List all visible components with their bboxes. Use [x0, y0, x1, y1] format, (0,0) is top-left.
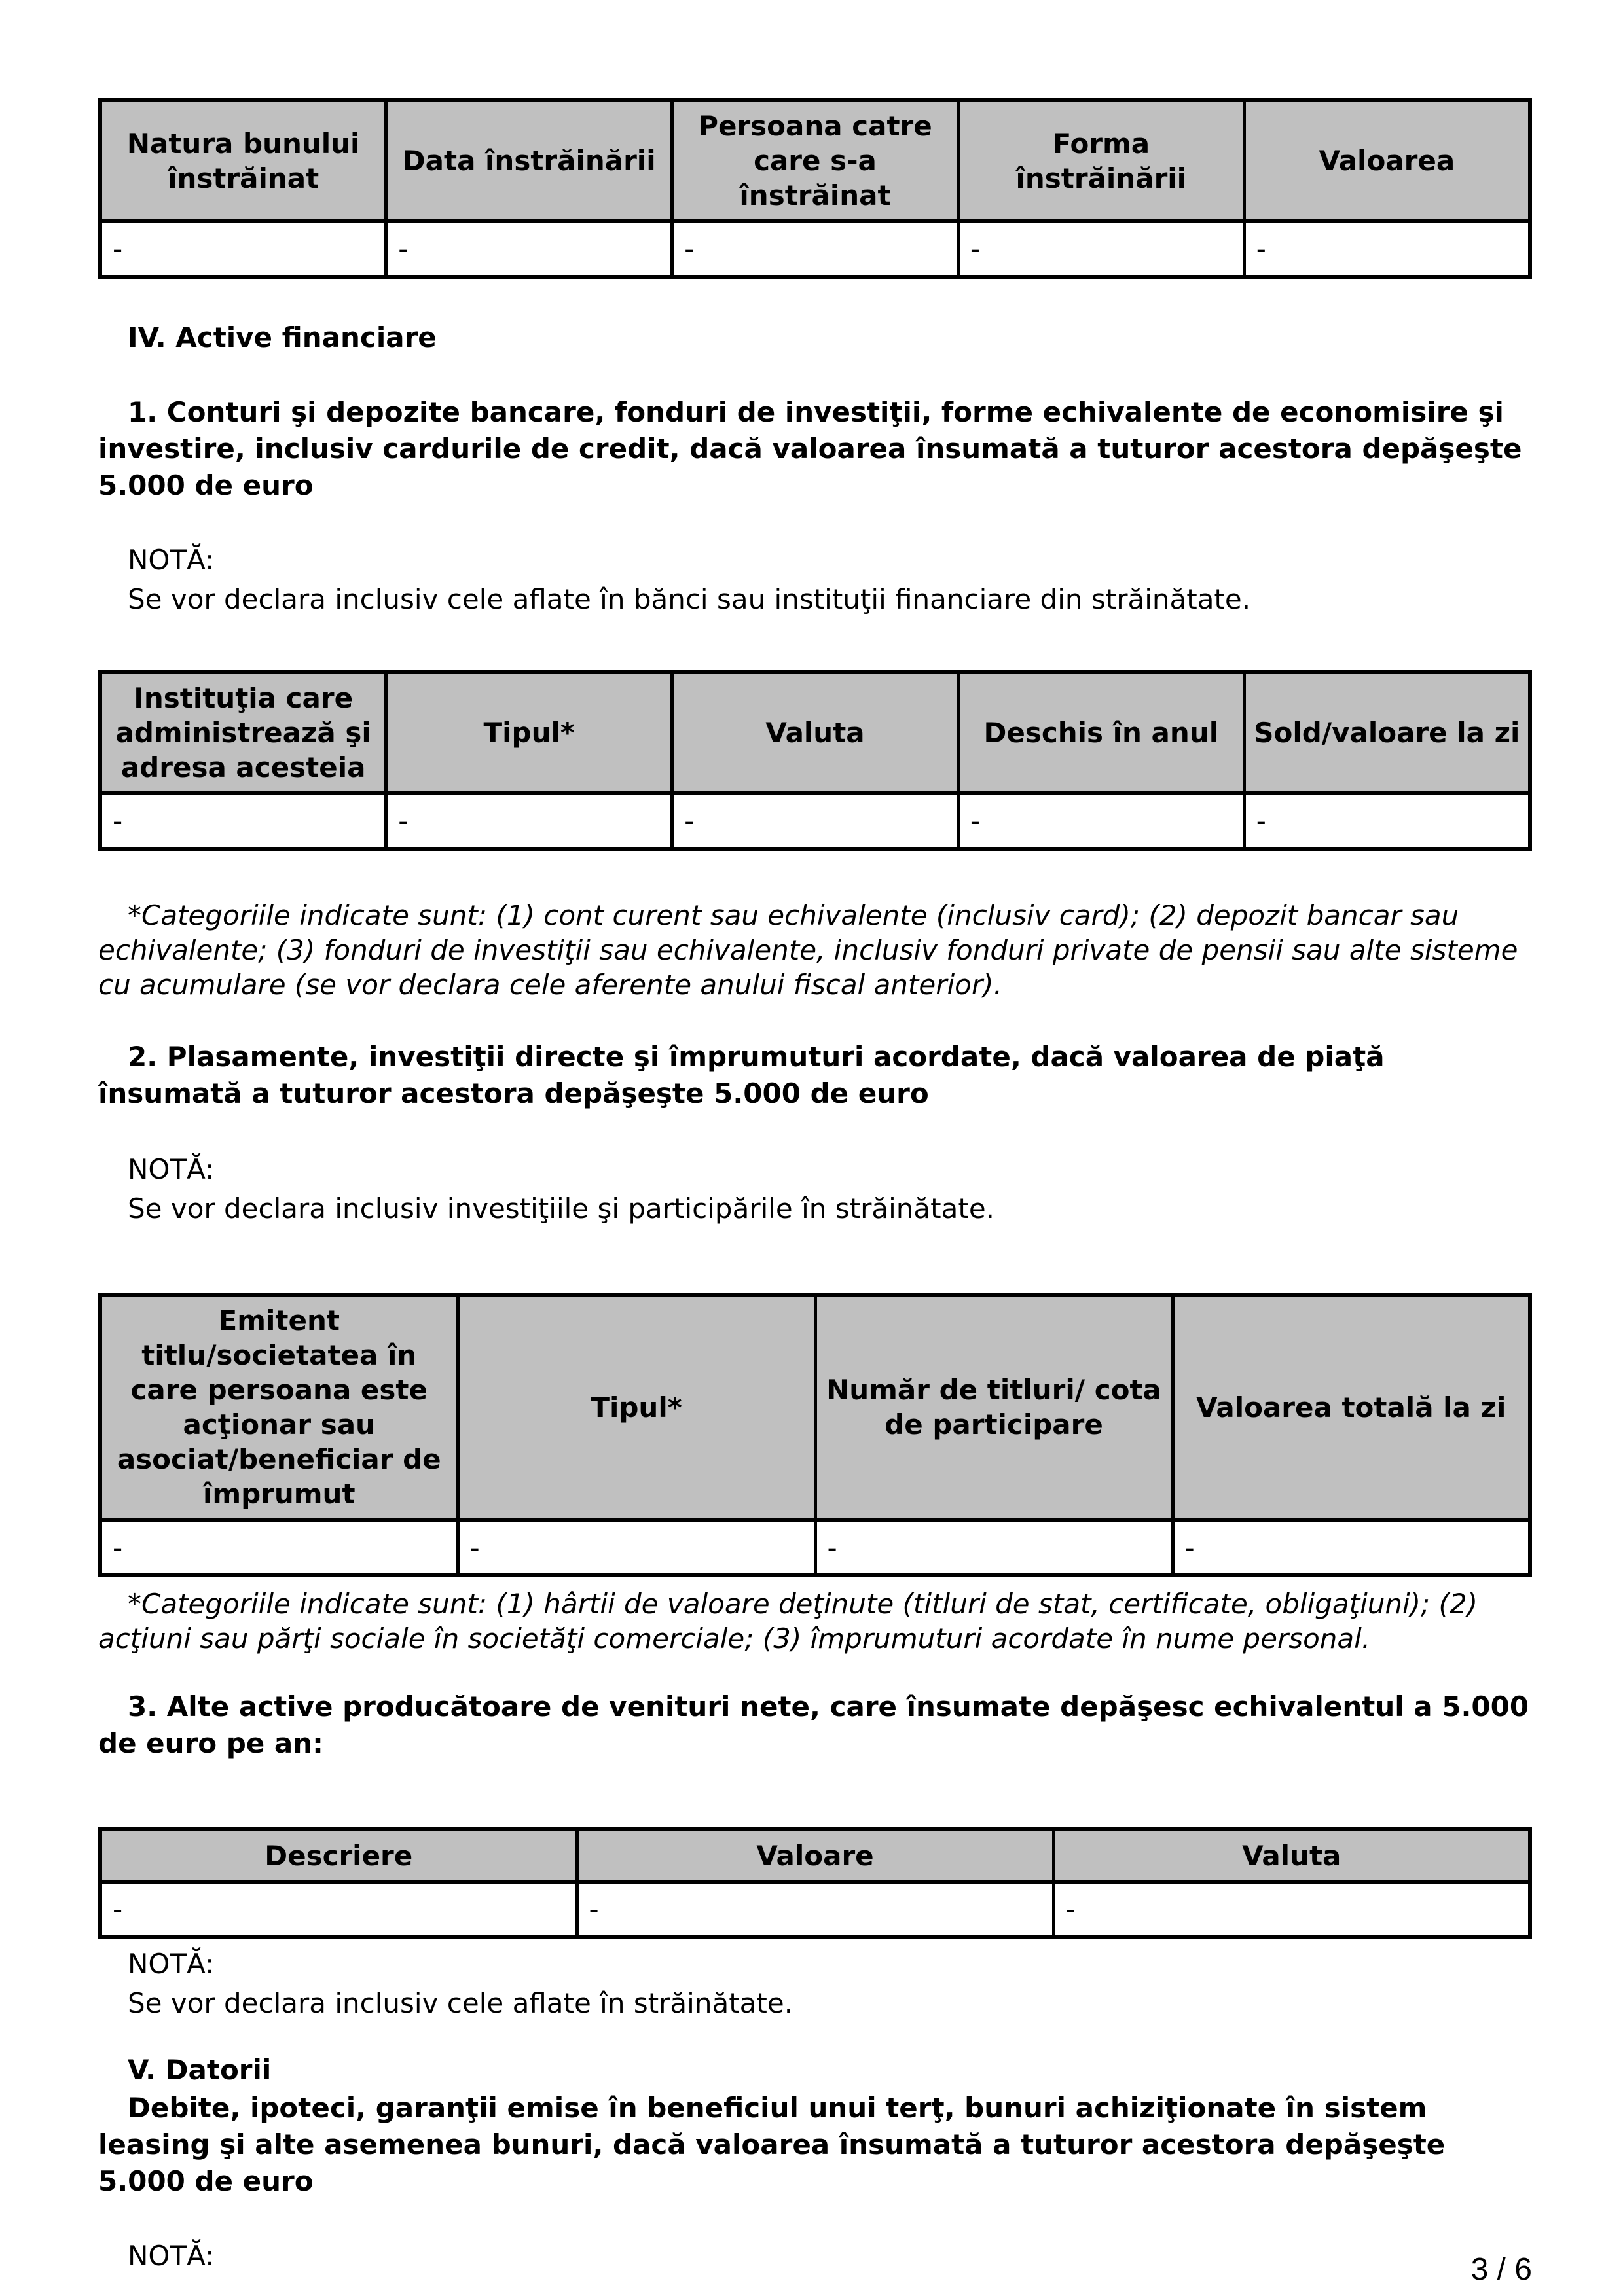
table-row — [100, 1520, 1530, 1575]
footnote: *Categoriile indicate sunt: (1) cont curent sau echivalente (inclusiv card); (2) depozit bancar sau echivalente; (3) fonduri de investiţii sau echivalente, inclusiv fonduri private de pensii sau alte sisteme cu acumulare (se vor declara cele aferente anului fiscal anterior). — [98, 899, 1518, 1001]
note-label: NOTĂ: — [128, 1153, 215, 1185]
column-header: Emitent titlu/societatea în care persoana este acţionar sau asociat/beneficiar de împrumut — [100, 1295, 458, 1520]
table-cell: - — [958, 221, 1244, 277]
column-header: Data înstrăinării — [386, 100, 672, 221]
item-heading: 2. Plasamente, investiţii directe şi împrumuturi acordate, dacă valoarea de piaţă însumată a tuturor acestora depăşeşte 5.000 de euro — [98, 1041, 1385, 1109]
table-row — [100, 221, 1530, 277]
column-header: Natura bunului înstrăinat — [100, 100, 386, 221]
table-cell: - — [100, 793, 386, 849]
note-label: NOTĂ: — [128, 2240, 215, 2272]
alienated-goods-table — [98, 98, 1532, 279]
note-text: Se vor declara inclusiv cele aflate în străinătate. — [128, 1987, 793, 2019]
column-header: Valoare — [577, 1829, 1053, 1882]
item-heading: 3. Alte active producătoare de venituri nete, care însumate depăşesc echivalentul a 5.000 de euro pe an: — [98, 1691, 1529, 1759]
item-heading: Debite, ipoteci, garanţii emise în beneficiul unui terţ, bunuri achiziţionate în sistem leasing şi alte asemenea bunuri, dacă valoarea însumată a tuturor acestora depăşeşte 5.000 de euro — [98, 2092, 1446, 2197]
table-row — [100, 1882, 1530, 1937]
note-label: NOTĂ: — [128, 1948, 215, 1980]
table-row — [100, 793, 1530, 849]
table-header-row — [100, 1295, 1530, 1520]
column-header: Forma înstrăinării — [958, 100, 1244, 221]
investments-table — [98, 1293, 1532, 1577]
column-header: Valuta — [672, 672, 958, 793]
table-cell: - — [672, 793, 958, 849]
table-cell: - — [1244, 793, 1530, 849]
section-title: IV. Active financiare — [128, 321, 437, 353]
note-text: Se vor declara inclusiv cele aflate în bănci sau instituţii financiare din străinătate. — [128, 583, 1251, 615]
table-cell: - — [386, 793, 672, 849]
item-heading: 1. Conturi şi depozite bancare, fonduri de investiţii, forme echivalente de economisire şi investire, inclusiv cardurile de credit, dacă valoarea însumată a tuturor acestora depăşeşte 5.000 de euro — [98, 396, 1522, 501]
column-header: Valoarea — [1244, 100, 1530, 221]
column-header: Instituţia care administrează şi adresa acesteia — [100, 672, 386, 793]
column-header: Număr de titluri/ cota de participare — [815, 1295, 1173, 1520]
table-cell: - — [1053, 1882, 1530, 1937]
table-header-row — [100, 672, 1530, 793]
table-cell: - — [958, 793, 1244, 849]
column-header: Tipul* — [458, 1295, 815, 1520]
bank-accounts-table — [98, 670, 1532, 851]
table-cell: - — [100, 1520, 458, 1575]
table-header-row — [100, 1829, 1530, 1882]
note-text: Se vor declara inclusiv investiţiile şi participările în străinătate. — [128, 1193, 995, 1225]
column-header: Descriere — [100, 1829, 577, 1882]
column-header: Deschis în anul — [958, 672, 1244, 793]
table-cell: - — [458, 1520, 815, 1575]
column-header: Sold/valoare la zi — [1244, 672, 1530, 793]
footnote: *Categoriile indicate sunt: (1) hârtii de valoare deţinute (titluri de stat, certificate, obligaţiuni); (2) acţiuni sau părţi sociale în societăţi comerciale; (3) împrumuturi acordate în nume personal. — [98, 1588, 1478, 1655]
column-header: Valuta — [1053, 1829, 1530, 1882]
column-header: Persoana catre care s-a înstrăinat — [672, 100, 958, 221]
table-cell: - — [1244, 221, 1530, 277]
column-header: Tipul* — [386, 672, 672, 793]
table-cell: - — [672, 221, 958, 277]
page-number: 3 / 6 — [1470, 2252, 1532, 2287]
document-page — [98, 98, 1532, 2276]
table-cell: - — [100, 221, 386, 277]
column-header: Valoarea totală la zi — [1173, 1295, 1530, 1520]
table-cell: - — [1173, 1520, 1530, 1575]
other-assets-table — [98, 1827, 1532, 1939]
section-title: V. Datorii — [128, 2054, 272, 2086]
table-cell: - — [815, 1520, 1173, 1575]
table-cell: - — [100, 1882, 577, 1937]
note-label: NOTĂ: — [128, 544, 215, 576]
table-header-row — [100, 100, 1530, 221]
table-cell: - — [577, 1882, 1053, 1937]
table-cell: - — [386, 221, 672, 277]
